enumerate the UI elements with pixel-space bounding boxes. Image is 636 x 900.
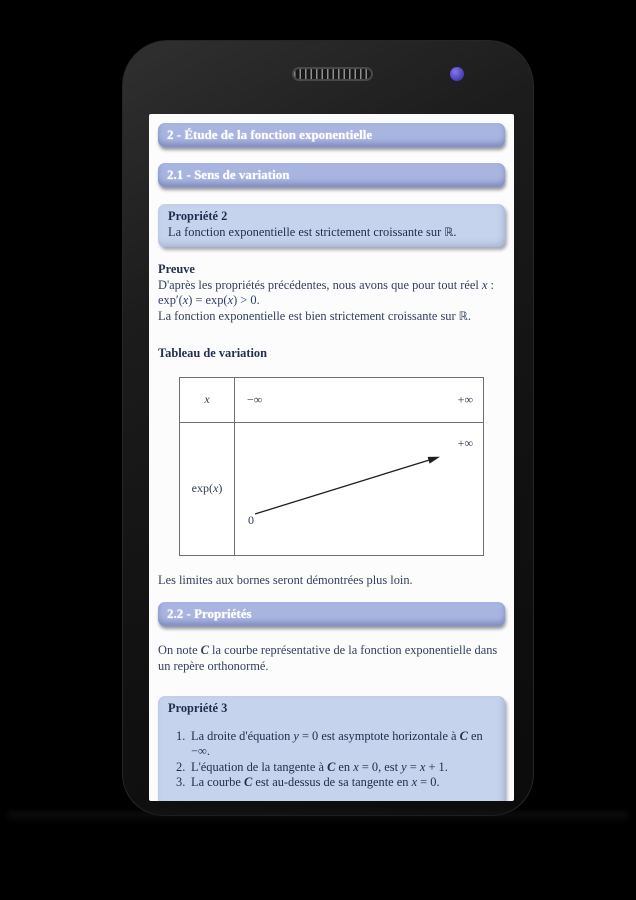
item3-number: 3. — [176, 775, 186, 789]
preuve-line1-text: D'après les propriétés précédentes, nous avons que pour tout réel — [158, 277, 482, 292]
limits-note: Les limites aux bornes seront démontrées plus loin. — [158, 572, 413, 587]
reals-symbol: ℝ — [444, 224, 454, 239]
property2-text: La fonction exponentielle est strictement croissante sur — [168, 224, 445, 239]
property2-body — [168, 225, 495, 241]
item2-seg: en — [335, 759, 354, 774]
variation-table — [179, 377, 484, 556]
limit-zero: 0 — [248, 513, 254, 527]
var-x: x — [213, 480, 219, 495]
table-header-var: x — [180, 378, 235, 423]
item3-text — [191, 775, 495, 791]
property3-title: Propriété 3 — [168, 701, 228, 715]
item2-text — [191, 760, 495, 776]
list-item-2 — [176, 760, 495, 776]
reals-symbol: ℝ — [458, 308, 468, 323]
phone-surface-shadow — [8, 812, 628, 822]
preuve-line3-period: . — [467, 308, 471, 323]
property3-list — [176, 729, 495, 791]
exp-label: ) — [218, 480, 223, 495]
table-variation-cell — [235, 423, 483, 555]
math-seg: ) = exp( — [188, 293, 228, 307]
table-row-label — [180, 423, 235, 555]
var-x: x — [481, 277, 488, 292]
intro-text: la courbe représentative de la fonction exponentielle dans — [208, 643, 498, 657]
item2-number: 2. — [176, 759, 186, 774]
preuve-line3-text: La fonction exponentielle est bien strictement croissante sur — [158, 308, 459, 323]
item1-seg: La droite d'équation — [191, 728, 294, 743]
table-header-range — [235, 378, 483, 423]
var-x: x — [411, 775, 418, 789]
property2-box — [158, 204, 505, 247]
preuve-line1-colon: : — [487, 277, 494, 292]
list-item-3 — [176, 775, 495, 791]
variation-table-heading: Tableau de variation — [158, 346, 268, 360]
item3-seg: est au-dessus de sa tangente en — [252, 775, 412, 789]
property3-box — [158, 696, 505, 801]
item1-seg: = 0 est asymptote horizontale à — [298, 728, 460, 743]
var-x: x — [419, 759, 426, 774]
intro-line2: un repère orthonormé. — [158, 658, 269, 673]
list-item-1 — [176, 729, 495, 760]
preuve-math-line — [158, 293, 505, 309]
item3-seg: La courbe — [191, 775, 244, 789]
var-x: x — [353, 759, 359, 774]
curve-symbol: C — [459, 728, 468, 743]
item1-seg: en — [467, 728, 483, 743]
intro-line1 — [158, 643, 505, 659]
property2-period: . — [453, 224, 457, 239]
curve-symbol: C — [327, 759, 336, 774]
speaker-grille-icon — [292, 67, 373, 81]
limit-plus-infinity: +∞ — [457, 435, 473, 450]
item1-number: 1. — [176, 728, 186, 743]
intro-text: On note — [158, 643, 201, 657]
item3-seg: = 0. — [417, 775, 440, 789]
increasing-variation-arrow-icon — [249, 449, 449, 521]
preuve-paragraph — [158, 278, 505, 325]
item1-text — [191, 729, 495, 760]
curve-symbol: C — [243, 775, 253, 789]
preuve-line3 — [158, 309, 505, 325]
document-page — [149, 114, 514, 801]
var-x: x — [227, 293, 234, 307]
preuve-line1 — [158, 278, 505, 294]
var-y: y — [401, 759, 407, 774]
section-banner: 2 - Étude de la fonction exponentielle — [158, 123, 505, 147]
properties-banner: 2.2 - Propriétés — [158, 602, 505, 626]
subsection-banner: 2.1 - Sens de variation — [158, 163, 505, 187]
document-screen[interactable] — [149, 114, 514, 801]
front-camera-icon — [450, 67, 464, 81]
item2-seg: = — [406, 759, 420, 774]
plus-infinity: +∞ — [457, 391, 473, 406]
minus-infinity: −∞ — [247, 391, 263, 406]
property2-title: Propriété 2 — [168, 209, 228, 223]
item2-seg: = 0, est — [358, 759, 402, 774]
math-seg: exp′( — [158, 293, 183, 307]
item1-wrap: −∞. — [191, 744, 210, 758]
var-x: x — [182, 293, 189, 307]
preuve-heading: Preuve — [158, 262, 195, 276]
var-y: y — [293, 728, 299, 743]
item2-seg: L'équation de la tangente à — [191, 759, 328, 774]
phone-frame — [122, 40, 534, 816]
properties-intro — [158, 643, 505, 674]
curve-symbol: C — [200, 643, 209, 657]
math-seg: ) > 0. — [233, 293, 260, 307]
exp-label: exp( — [191, 480, 213, 495]
item2-seg: + 1. — [425, 759, 448, 774]
